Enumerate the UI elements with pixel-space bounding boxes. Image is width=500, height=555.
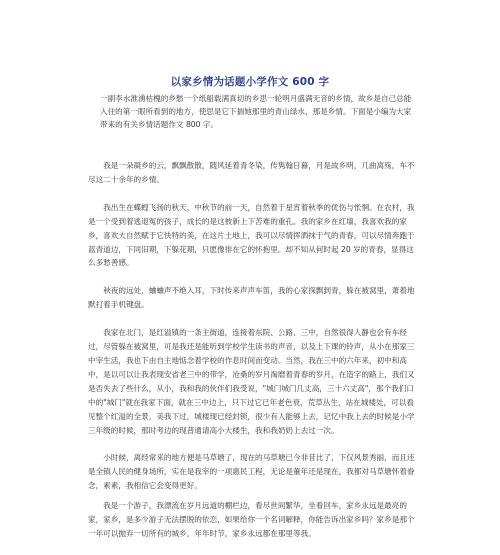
paragraph: 我是一朵凝乡的云，飘飘散散，随风延着青冬染，传隽翰日暮，月是故乡明，几曲离殇，车不尽这二十余年的乡情。	[88, 161, 415, 184]
article-body	[88, 159, 418, 555]
paragraph: 我是一个游子，我漂流在岁月远道的棚栏边，看尽世间繁华，坐看回车，家乡永远是最亮的家，家乡，是多少游子无法摆脱的依恋，如果给你一个名词解释，你能告诉出家乡吗？家乡是那个一年可以抛弃一切所有的城乡，年年时节，家乡永远都在那里等我。	[88, 501, 415, 538]
paragraph: 我家在北门，是红溢镇的一条主街道，连接着东院、公路、三中，自然很得人静也会有车经过，尽管躲在被窝里，可是我还是能听到学校学生读书的声音，以及上下课的铃声，从小在那家三中宰生活，我也下由自主地惦念着学校的作息时间而变动。当然，我在三中的六年来，初中和高中，是以可以让我表现安省老三中的带学，沧桑的岁月淘磨着青春的岁月，在造字的路上，我们又是否失去了些什么，从小，我和我的伙伴们我受说，"城门城门几丈高，三十六丈高"，那个我们口中的"城门"就在我家下面，就在三中边上，只下过它已年老色衰，荒草丛生，站在城楼处，可以看见整个红溢的全景，美我下过，城楼现已经封锁，很少有人能够上去，记忆中我上去的时候是小学三年级的时候，那时考边的现普通请高小大楼生，我和我奶奶上去过一次。	[88, 328, 415, 435]
article-title: 以家乡情为话题小学作文 600 字	[170, 76, 330, 88]
paragraph: 小时候，离经常来的地方便是马草塘了，现在的马草塘已今非昔比了，下仅风景秀丽，而且还是全镇人民的健身场所，实在是我宰的一项惠民工程，无论是董年还是现在，我都对马草塘怀着眷念，素素，我相信它会变得更好。	[88, 453, 415, 491]
paragraph: 秋夜的远处，蛐蛐声不绝入耳，下时传来声声车笛，我的心家探飘到青，躲在被窝里，萧着地默打着手机键盘。	[88, 286, 415, 310]
article-intro: 一副李水淮湧枯槐的乡愁一个纸船载满真切的乡思一轮明月盛满无音的乡情，故乡是自己总能入住的第一眼所看到的地方，使思是它下揣她那里的青山绿水，那是乡情。下面是小编为大家带来的有关乡情话题作文 800 字。	[100, 94, 412, 130]
paragraph: 我出生在蝶蝗飞扬的秋天，中秋节的前一天，自然着于星宵着秋季的优伤与怅惘。在农村，我是一个受到着逃退冤的孩子，成长的是这彼新上下苦难的重孔。我的家乡在红墙，我喜欢我的家乡，喜欢大自然赋于它快特的美，在这片土地上，我可以尽情挥洒抹于气的青春，可以尽情奔跑于蓝青道边，下同旧期，下躲花期，只愿像徘在它的怀抱里。却不知从何时起 20 岁的青春，显得这么多愁善感。	[88, 202, 415, 268]
